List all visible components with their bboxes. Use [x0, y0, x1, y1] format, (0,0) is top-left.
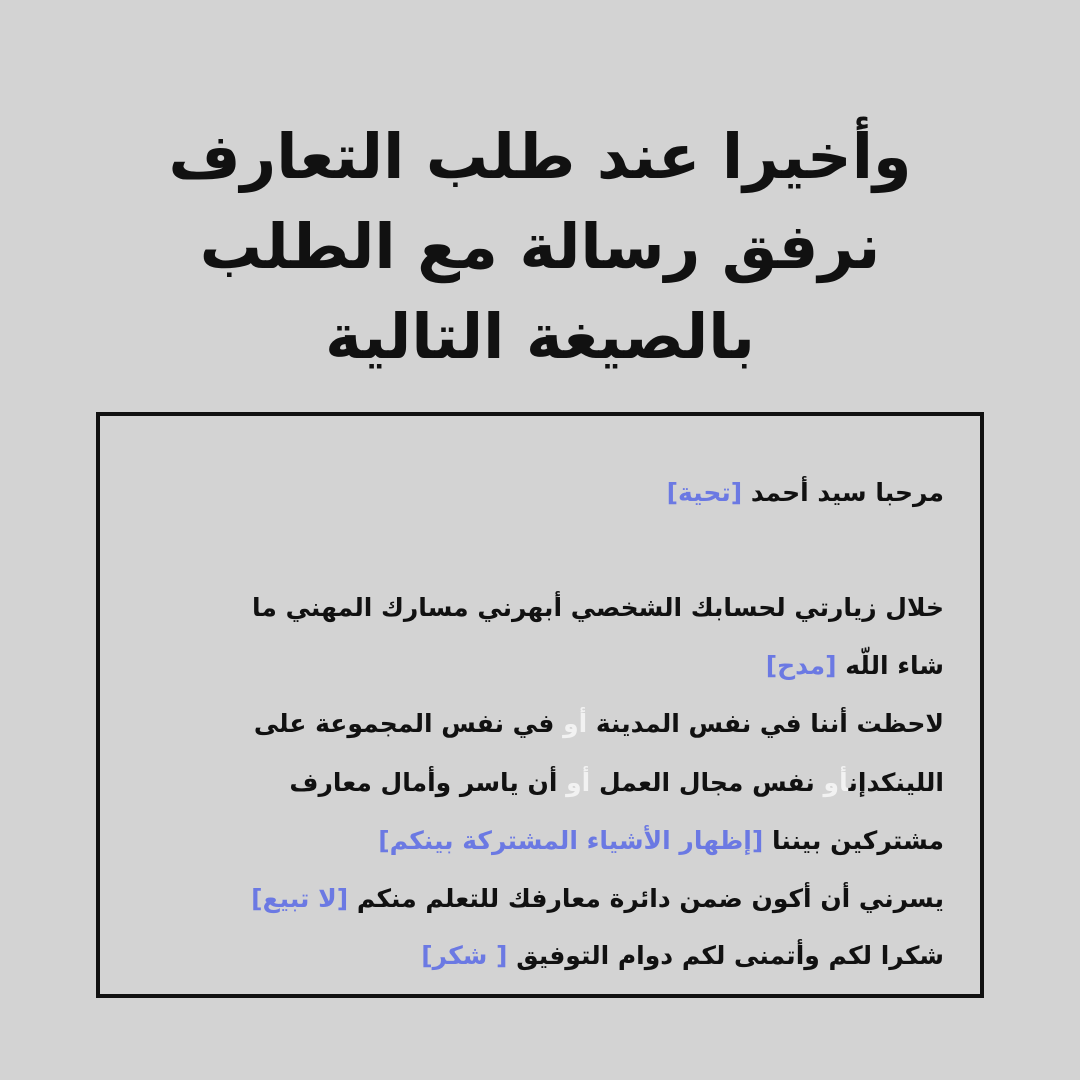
conjunction-or: أو: [566, 768, 591, 797]
common-text-1a: لاحظت أننا في نفس المدينة: [595, 709, 944, 738]
request-tag: [لا تبيع]: [251, 884, 349, 913]
common-tag: [إظهار الأشياء المشتركة بينكم]: [378, 826, 764, 855]
request-line: [251, 882, 944, 916]
thanks-tag: [ شكر]: [421, 941, 508, 970]
common-text-1b: في نفس المجموعة على: [253, 709, 555, 738]
conjunction-or: أو: [823, 768, 849, 797]
common-line-3: [378, 824, 944, 858]
common-line-2: [289, 766, 944, 800]
praise-text-2: شاء اللّه: [845, 651, 944, 680]
page-title: [0, 112, 1080, 382]
common-text-2a: اللينكدإن: [848, 768, 944, 797]
common-text-2b: نفس مجال العمل: [598, 768, 815, 797]
conjunction-or: أو: [563, 709, 588, 738]
greeting-tag: [تحية]: [666, 478, 743, 507]
title-line-3: بالصيغة التالية: [325, 300, 755, 373]
common-line-1: [254, 707, 944, 741]
title-line-2: نرفق رسالة مع الطلب: [199, 210, 881, 283]
thanks-text: شكرا لكم وأتمنى لكم دوام التوفيق: [516, 941, 944, 970]
praise-line-1: [252, 591, 944, 625]
common-text-2c: أن ياسر وأمال معارف: [289, 768, 558, 797]
greeting-text: مرحبا سيد أحمد: [750, 478, 944, 507]
praise-text-1: خلال زيارتي لحسابك الشخصي أبهرني مسارك المهني ما: [252, 593, 944, 622]
common-text-3a: مشتركين بيننا: [771, 826, 944, 855]
greeting-line: [667, 476, 944, 510]
thanks-line: [421, 939, 944, 973]
praise-tag: [مدح]: [765, 651, 837, 680]
title-line-1: وأخيرا عند طلب التعارف: [168, 120, 912, 193]
praise-line-2: [766, 649, 944, 683]
message-template-box: [96, 412, 984, 998]
request-text: يسرني أن أكون ضمن دائرة معارفك للتعلم منكم: [356, 884, 944, 913]
